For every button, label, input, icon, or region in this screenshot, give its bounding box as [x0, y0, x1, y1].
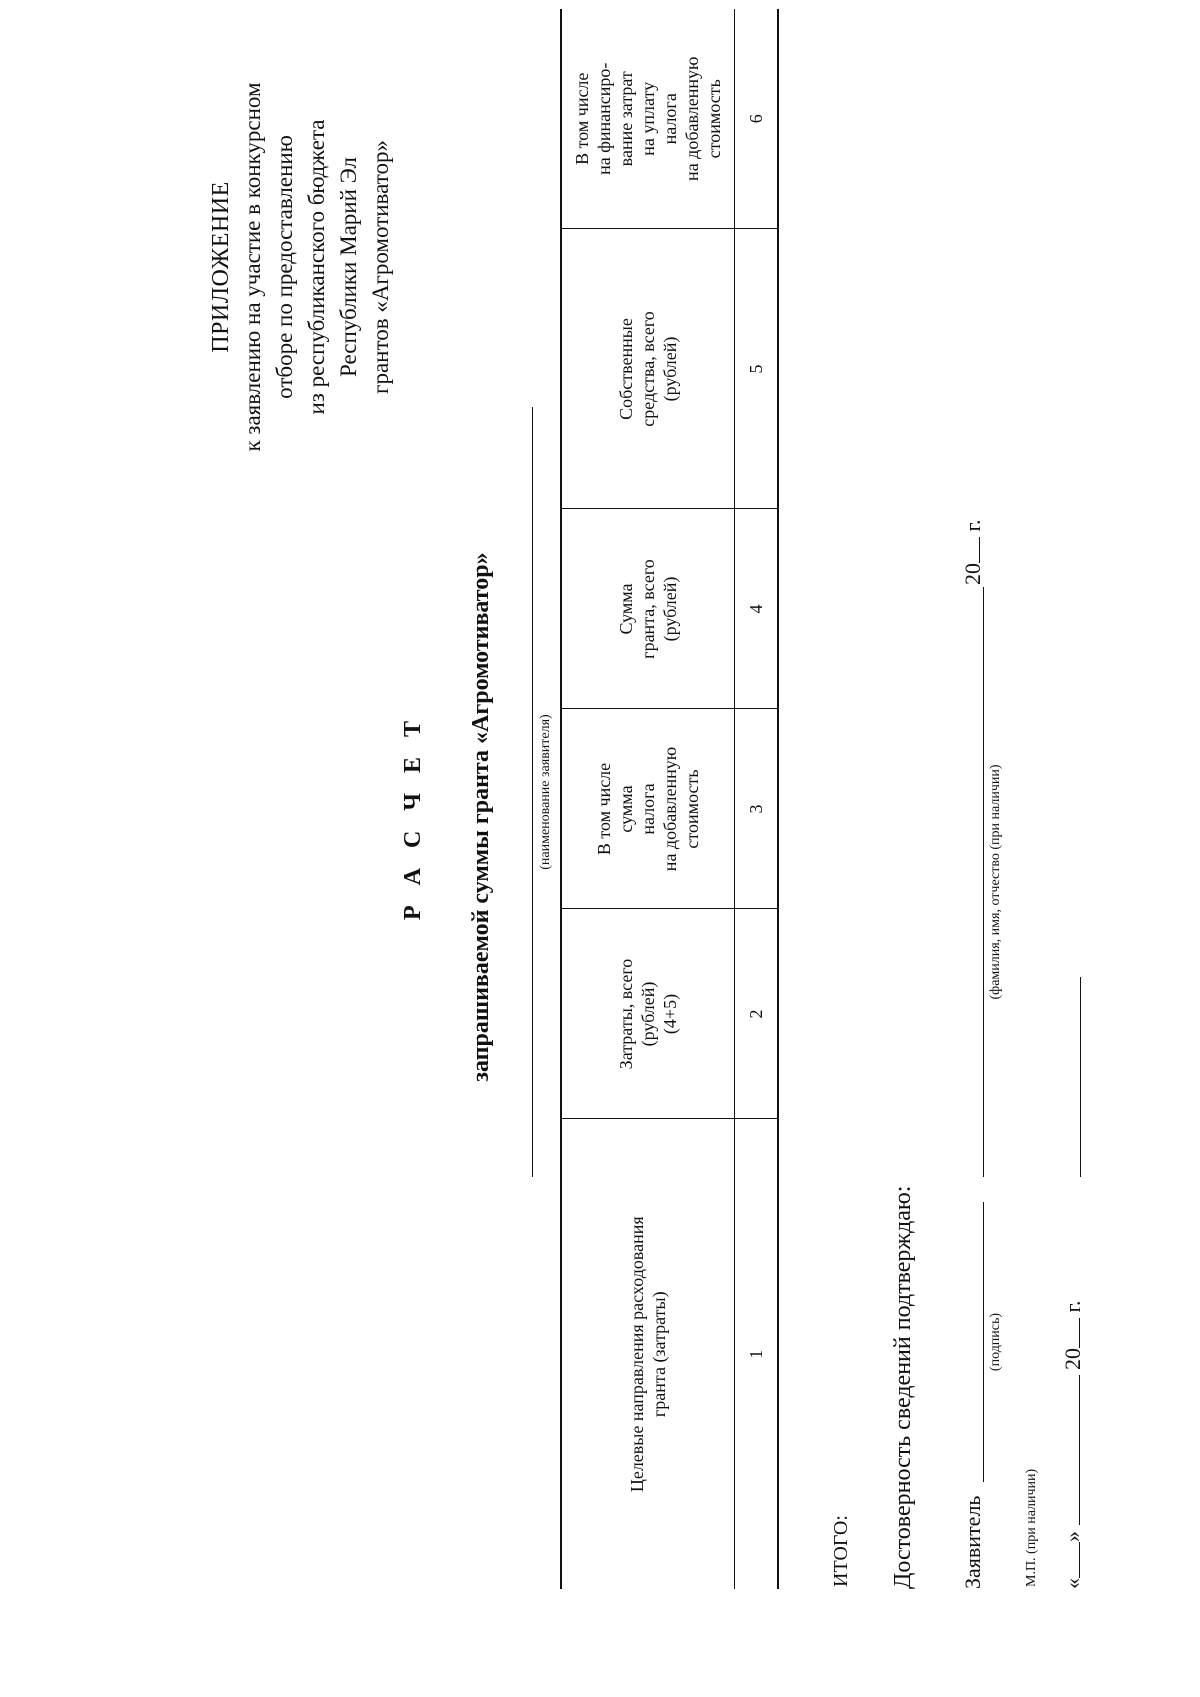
column-header: В том числе на финансиро- вание затрат на уплату налога на добавленную стоимость: [561, 9, 735, 229]
column-header: В том числе сумма налога на добавленную стоимость: [561, 709, 735, 909]
year-suffix: г.: [960, 519, 985, 532]
appendix-line: грантов «Агромотиватор»: [368, 140, 393, 394]
day-blank: [1061, 1542, 1080, 1578]
applicant-name-line: [532, 407, 533, 1177]
document-title: Р А С Ч Е Т: [400, 714, 426, 920]
year-prefix: 20: [960, 563, 985, 585]
full-name-line: [983, 587, 984, 1177]
extra-line: [1080, 977, 1081, 1177]
column-header: Целевые направления расходования гранта (затраты): [561, 1119, 735, 1589]
appendix-block: [205, 7, 397, 527]
column-number: 5: [735, 229, 779, 509]
signature-caption: (подпись): [988, 1312, 1003, 1372]
appendix-line: к заявлению на участие в конкурсном: [240, 82, 265, 452]
table-header-row: [561, 9, 735, 1589]
quote-open: «: [1060, 1578, 1085, 1589]
appendix-line: отборе по предоставлению: [272, 135, 297, 399]
total-label: ИТОГО:: [830, 1515, 852, 1587]
appendix-line: Республики Марий Эл: [336, 156, 361, 378]
column-header: Затраты, всего (рублей) (4+5): [561, 909, 735, 1119]
quote-close: »: [1060, 1531, 1085, 1542]
column-number: 2: [735, 909, 779, 1119]
full-name-caption: (фамилия, имя, отчество (при наличии): [988, 764, 1003, 1000]
document-subtitle: запрашиваемой суммы гранта «Агромотиватор»: [468, 552, 494, 1082]
applicant-name-caption: (наименование заявителя): [538, 714, 553, 870]
stamp-date: [1060, 1300, 1086, 1589]
month-blank: [1061, 1376, 1080, 1526]
year-prefix: 20: [1060, 1348, 1085, 1370]
stamp-label: М.П. (при наличии): [1024, 1468, 1039, 1587]
column-number: 6: [735, 9, 779, 229]
year-blank: [1061, 1318, 1080, 1348]
confirmation-text: Достоверность сведений подтверждаю:: [890, 1185, 916, 1589]
appendix-heading: ПРИЛОЖЕНИЕ: [208, 181, 234, 353]
column-number: 4: [735, 509, 779, 709]
signature-line: [983, 1202, 984, 1482]
year-blank: [961, 537, 980, 563]
column-number-row: [735, 9, 779, 1589]
column-header: Сумма гранта, всего (рублей): [561, 509, 735, 709]
column-number: 3: [735, 709, 779, 909]
signature-date: [960, 519, 986, 585]
grant-calculation-table: [560, 9, 779, 1589]
applicant-label: Заявитель: [960, 1495, 985, 1589]
year-suffix: г.: [1060, 1300, 1085, 1313]
column-number: 1: [735, 1119, 779, 1589]
appendix-line: из республиканского бюджета: [304, 119, 329, 415]
column-header: Собственные средства, всего (рублей): [561, 229, 735, 509]
